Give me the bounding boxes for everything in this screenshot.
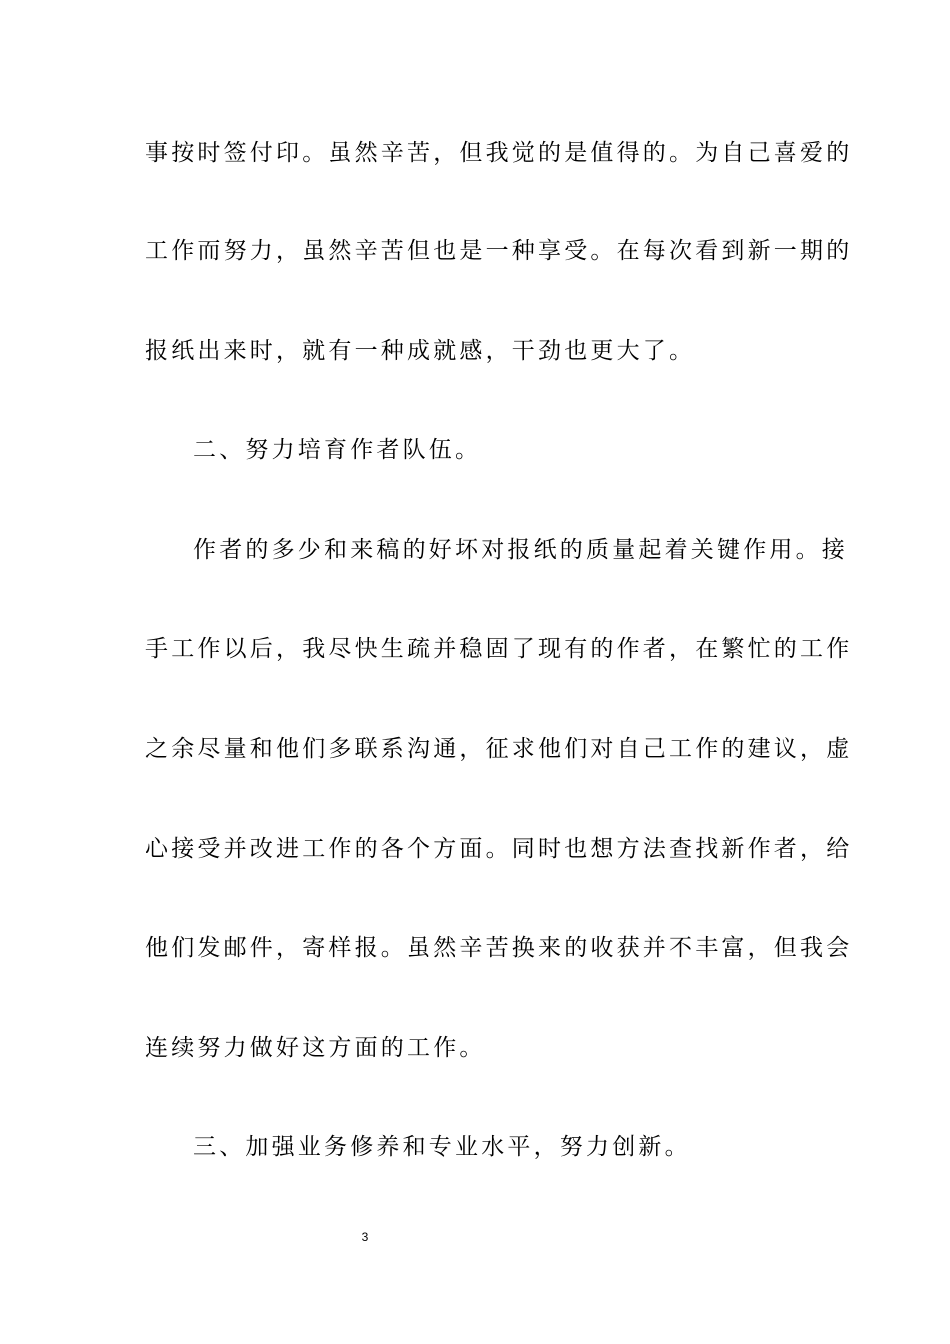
section-heading: 三、加强业务修养和专业水平，努力创新。 [193, 1134, 691, 1160]
paragraph-line: 报纸出来时，就有一种成就感，干劲也更大了。 [145, 338, 696, 364]
paragraph-line: 工作而努力，虽然辛苦但也是一种享受。在每次看到新一期的 [145, 238, 853, 264]
section-heading: 二、努力培育作者队伍。 [193, 437, 482, 463]
paragraph-line: 他们发邮件，寄样报。虽然辛苦换来的收获并不丰富，但我会 [145, 935, 853, 961]
paragraph-line: 心接受并改进工作的各个方面。同时也想方法查找新作者，给 [145, 836, 853, 862]
paragraph-line: 作者的多少和来稿的好坏对报纸的质量起着关键作用。接 [193, 537, 848, 563]
paragraph-line: 事按时签付印。虽然辛苦，但我觉的是值得的。为自己喜爱的 [145, 140, 853, 166]
paragraph-line: 连续努力做好这方面的工作。 [145, 1035, 486, 1061]
paragraph-line: 手工作以后，我尽快生疏并稳固了现有的作者，在繁忙的工作 [145, 636, 853, 662]
paragraph-line: 之余尽量和他们多联系沟通，征求他们对自己工作的建议，虚 [145, 736, 853, 762]
page-number: 3 [361, 1230, 369, 1244]
